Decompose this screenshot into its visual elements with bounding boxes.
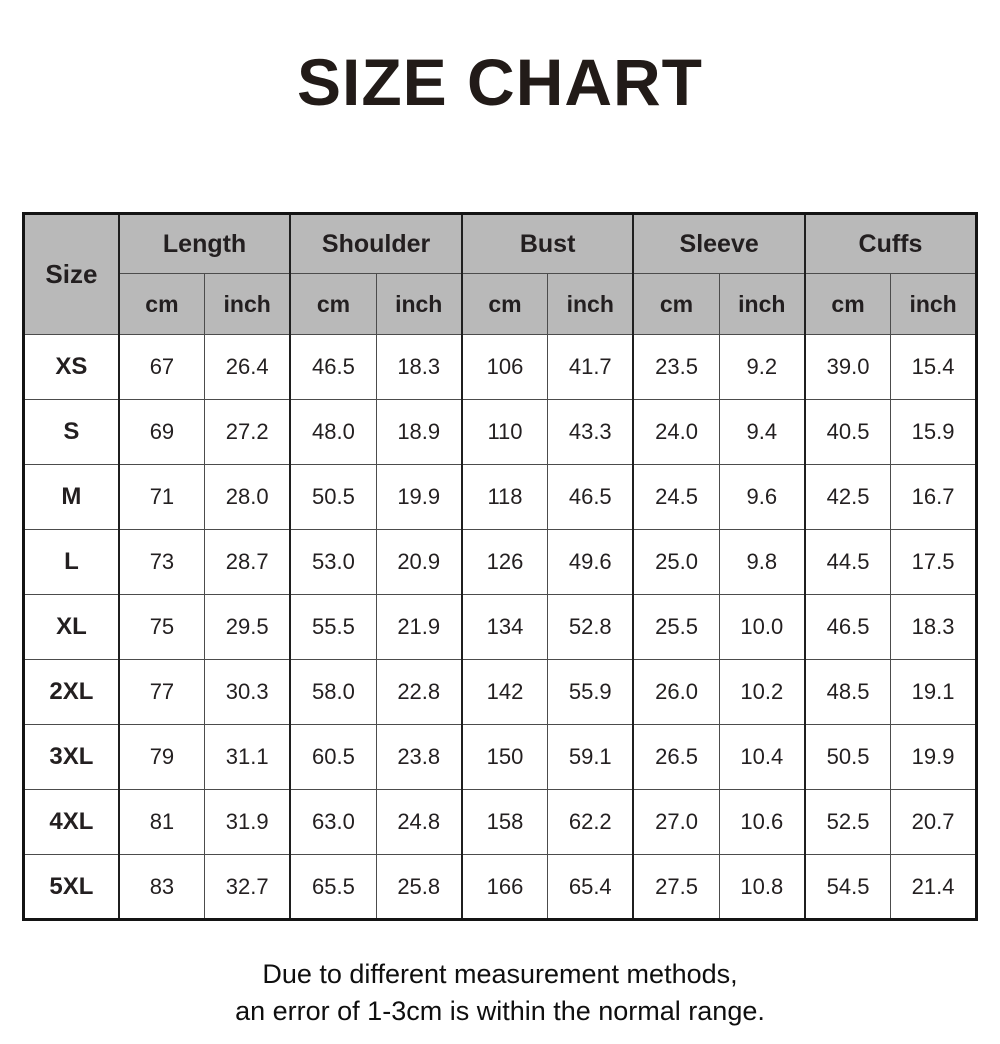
size-chart xyxy=(22,212,978,921)
unit-header-inch: inch xyxy=(376,274,462,335)
measurement-cell: 158 xyxy=(462,790,548,855)
measurement-cell: 65.4 xyxy=(548,855,634,920)
measurement-cell: 40.5 xyxy=(805,400,891,465)
table-row xyxy=(24,790,977,855)
measurement-cell: 19.9 xyxy=(376,465,462,530)
measurement-cell: 30.3 xyxy=(205,660,291,725)
measurement-cell: 29.5 xyxy=(205,595,291,660)
column-header-sleeve: Sleeve xyxy=(633,214,805,274)
measurement-cell: 32.7 xyxy=(205,855,291,920)
measurement-cell: 58.0 xyxy=(290,660,376,725)
measurement-cell: 59.1 xyxy=(548,725,634,790)
unit-header-inch: inch xyxy=(891,274,977,335)
measurement-cell: 18.3 xyxy=(376,335,462,400)
measurement-cell: 27.2 xyxy=(205,400,291,465)
measurement-cell: 83 xyxy=(119,855,205,920)
measurement-cell: 63.0 xyxy=(290,790,376,855)
measurement-cell: 19.9 xyxy=(891,725,977,790)
unit-header-cm: cm xyxy=(290,274,376,335)
table-row xyxy=(24,530,977,595)
measurement-cell: 23.8 xyxy=(376,725,462,790)
measurement-cell: 24.8 xyxy=(376,790,462,855)
table-row xyxy=(24,725,977,790)
measurement-cell: 43.3 xyxy=(548,400,634,465)
measurement-cell: 18.9 xyxy=(376,400,462,465)
measurement-cell: 28.7 xyxy=(205,530,291,595)
measurement-cell: 142 xyxy=(462,660,548,725)
measurement-cell: 15.4 xyxy=(891,335,977,400)
size-label: 3XL xyxy=(24,725,119,790)
table-row xyxy=(24,335,977,400)
measurement-cell: 134 xyxy=(462,595,548,660)
measurement-cell: 24.5 xyxy=(633,465,719,530)
measurement-cell: 42.5 xyxy=(805,465,891,530)
measurement-cell: 21.4 xyxy=(891,855,977,920)
measurement-cell: 26.0 xyxy=(633,660,719,725)
unit-header-cm: cm xyxy=(805,274,891,335)
measurement-cell: 46.5 xyxy=(290,335,376,400)
measurement-cell: 20.7 xyxy=(891,790,977,855)
measurement-cell: 71 xyxy=(119,465,205,530)
measurement-cell: 15.9 xyxy=(891,400,977,465)
size-label: L xyxy=(24,530,119,595)
measurement-cell: 9.6 xyxy=(719,465,805,530)
measurement-cell: 41.7 xyxy=(548,335,634,400)
measurement-cell: 50.5 xyxy=(290,465,376,530)
size-label: 2XL xyxy=(24,660,119,725)
measurement-cell: 26.5 xyxy=(633,725,719,790)
unit-header-cm: cm xyxy=(633,274,719,335)
column-header-bust: Bust xyxy=(462,214,634,274)
column-header-size: Size xyxy=(24,214,119,335)
measurement-cell: 16.7 xyxy=(891,465,977,530)
measurement-cell: 46.5 xyxy=(548,465,634,530)
measurement-cell: 65.5 xyxy=(290,855,376,920)
measurement-cell: 52.8 xyxy=(548,595,634,660)
measurement-cell: 48.0 xyxy=(290,400,376,465)
measurement-cell: 55.9 xyxy=(548,660,634,725)
column-header-shoulder: Shoulder xyxy=(290,214,462,274)
measurement-cell: 77 xyxy=(119,660,205,725)
measurement-cell: 25.5 xyxy=(633,595,719,660)
measurement-cell: 60.5 xyxy=(290,725,376,790)
size-label: 4XL xyxy=(24,790,119,855)
column-header-length: Length xyxy=(119,214,291,274)
measurement-cell: 31.9 xyxy=(205,790,291,855)
measurement-cell: 27.5 xyxy=(633,855,719,920)
table-row xyxy=(24,595,977,660)
measurement-cell: 52.5 xyxy=(805,790,891,855)
unit-header-inch: inch xyxy=(719,274,805,335)
measurement-cell: 69 xyxy=(119,400,205,465)
measurement-cell: 49.6 xyxy=(548,530,634,595)
measurement-cell: 23.5 xyxy=(633,335,719,400)
unit-header-cm: cm xyxy=(462,274,548,335)
size-label: 5XL xyxy=(24,855,119,920)
size-chart-body xyxy=(24,335,977,920)
measurement-cell: 118 xyxy=(462,465,548,530)
page-title: SIZE CHART xyxy=(297,45,703,119)
table-row xyxy=(24,660,977,725)
size-label: XL xyxy=(24,595,119,660)
measurement-cell: 21.9 xyxy=(376,595,462,660)
measurement-cell: 31.1 xyxy=(205,725,291,790)
measurement-cell: 50.5 xyxy=(805,725,891,790)
measurement-cell: 73 xyxy=(119,530,205,595)
measurement-cell: 55.5 xyxy=(290,595,376,660)
measurement-cell: 25.0 xyxy=(633,530,719,595)
measurement-cell: 17.5 xyxy=(891,530,977,595)
measurement-cell: 9.4 xyxy=(719,400,805,465)
measurement-cell: 106 xyxy=(462,335,548,400)
measurement-cell: 53.0 xyxy=(290,530,376,595)
size-label: XS xyxy=(24,335,119,400)
measurement-cell: 19.1 xyxy=(891,660,977,725)
measurement-cell: 44.5 xyxy=(805,530,891,595)
measurement-note xyxy=(0,956,1000,1031)
size-label: S xyxy=(24,400,119,465)
measurement-cell: 27.0 xyxy=(633,790,719,855)
header-unit-row xyxy=(24,274,977,335)
measurement-cell: 10.2 xyxy=(719,660,805,725)
measurement-cell: 79 xyxy=(119,725,205,790)
measurement-cell: 54.5 xyxy=(805,855,891,920)
table-row xyxy=(24,855,977,920)
size-label: M xyxy=(24,465,119,530)
measurement-cell: 24.0 xyxy=(633,400,719,465)
measurement-note-line1: Due to different measurement methods, xyxy=(262,959,738,989)
measurement-cell: 26.4 xyxy=(205,335,291,400)
measurement-cell: 150 xyxy=(462,725,548,790)
measurement-cell: 25.8 xyxy=(376,855,462,920)
measurement-cell: 75 xyxy=(119,595,205,660)
measurement-cell: 20.9 xyxy=(376,530,462,595)
unit-header-inch: inch xyxy=(548,274,634,335)
measurement-cell: 9.8 xyxy=(719,530,805,595)
measurement-cell: 39.0 xyxy=(805,335,891,400)
measurement-cell: 10.4 xyxy=(719,725,805,790)
measurement-cell: 126 xyxy=(462,530,548,595)
measurement-cell: 10.6 xyxy=(719,790,805,855)
unit-header-inch: inch xyxy=(205,274,291,335)
size-chart-table xyxy=(22,212,978,921)
measurement-cell: 48.5 xyxy=(805,660,891,725)
measurement-cell: 62.2 xyxy=(548,790,634,855)
measurement-cell: 28.0 xyxy=(205,465,291,530)
measurement-cell: 81 xyxy=(119,790,205,855)
measurement-cell: 46.5 xyxy=(805,595,891,660)
measurement-cell: 10.0 xyxy=(719,595,805,660)
measurement-cell: 166 xyxy=(462,855,548,920)
header-group-row xyxy=(24,214,977,274)
measurement-cell: 110 xyxy=(462,400,548,465)
table-row xyxy=(24,465,977,530)
measurement-cell: 22.8 xyxy=(376,660,462,725)
table-row xyxy=(24,400,977,465)
measurement-cell: 67 xyxy=(119,335,205,400)
measurement-note-line2: an error of 1-3cm is within the normal range. xyxy=(235,996,765,1027)
unit-header-cm: cm xyxy=(119,274,205,335)
measurement-cell: 10.8 xyxy=(719,855,805,920)
measurement-cell: 18.3 xyxy=(891,595,977,660)
measurement-cell: 9.2 xyxy=(719,335,805,400)
column-header-cuffs: Cuffs xyxy=(805,214,977,274)
